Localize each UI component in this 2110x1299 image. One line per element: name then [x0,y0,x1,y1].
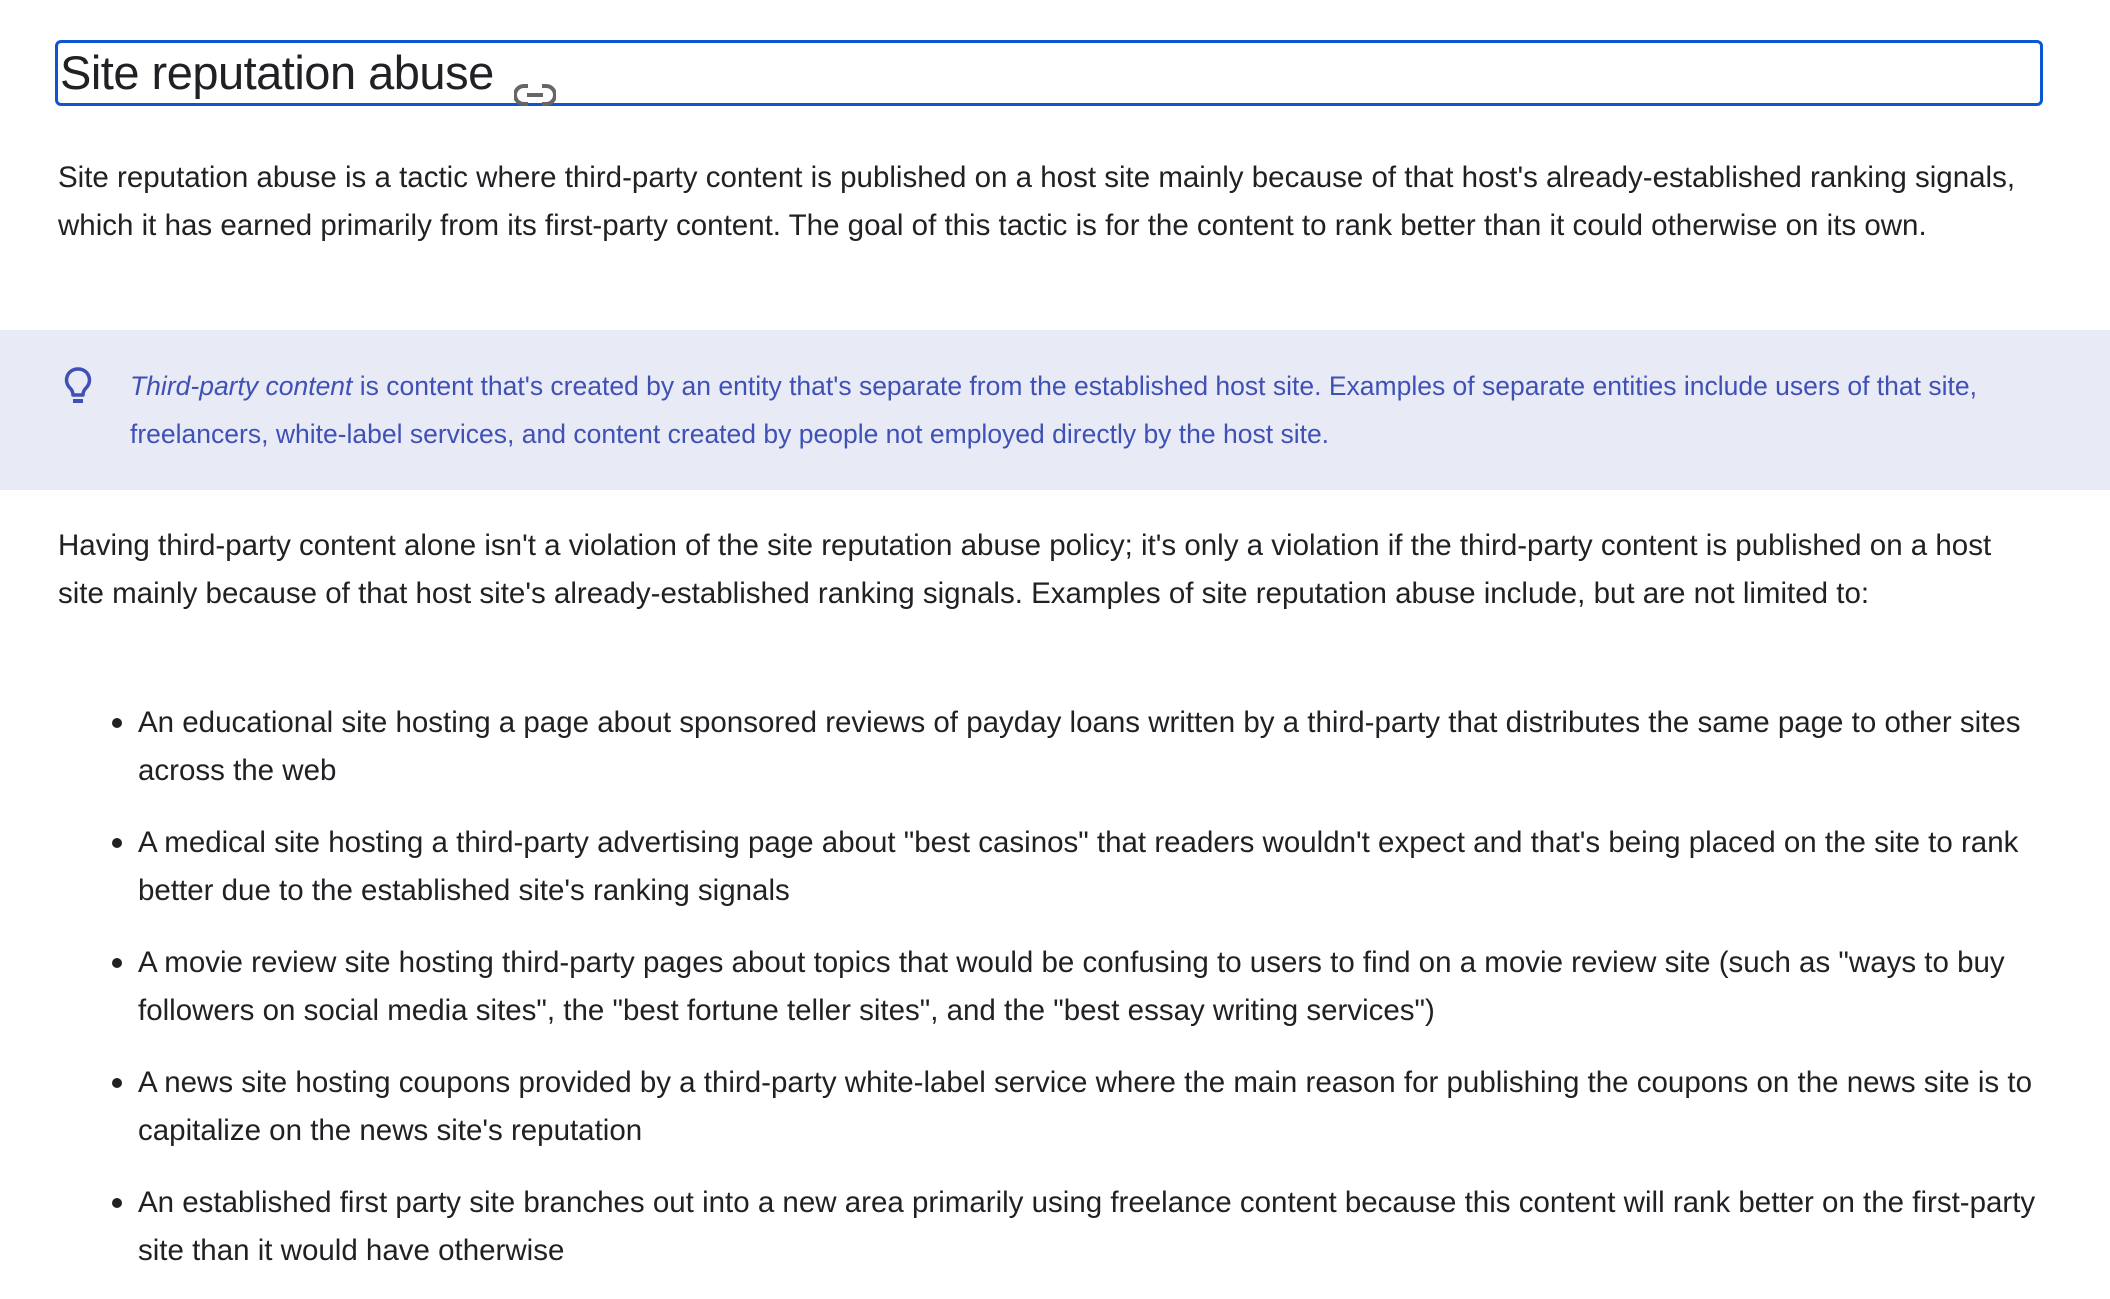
section-title-text: Site reputation abuse [60,46,494,99]
list-item [0,1179,2038,1275]
list-item-text: An established first party site branches out into a new area primarily using freelance content because this content will rank better on the first-party site than it would have otherwise [138,1186,2036,1267]
bullet-icon [112,958,122,968]
list-item-text: A medical site hosting a third-party advertising page about "best casinos" that readers wouldn't expect and that's being placed on the site to rank better due to the established site's ranking signals [138,826,2019,907]
callout-definition: is content that's created by an entity that's separate from the established host site. Examples of separate entities include users of that site, freelancers, white-label services, and content created by people not employed directly by the host site. [130,371,1977,449]
bullet-icon [112,718,122,728]
list-item-text: An educational site hosting a page about sponsored reviews of payday loans written by a third-party that distributes the same page to other sites across the web [138,706,2021,787]
lightbulb-icon [64,366,92,406]
bullet-icon [112,838,122,848]
section-heading-focused[interactable] [55,40,2043,106]
callout-term: Third-party content [130,371,353,401]
section-title [58,43,556,103]
link-icon[interactable] [514,62,556,88]
bullet-icon [112,1078,122,1088]
bullet-icon [112,1198,122,1208]
list-item [0,699,2038,795]
list-item-text: A movie review site hosting third-party pages about topics that would be confusing to users to find on a movie review site (such as "ways to buy followers on social media sites", the "best fortune teller sites", and the "best essay writing services") [138,946,2005,1027]
list-item [0,1059,2038,1155]
list-item [0,819,2038,915]
callout-text [130,362,2060,458]
body-paragraph: Having third-party content alone isn't a violation of the site reputation abuse policy; it's only a violation if the third-party content is published on a host site mainly because of that host site's already-established ranking signals. Examples of site reputation abuse include, but are not limited to: [58,529,1992,610]
intro-paragraph: Site reputation abuse is a tactic where third-party content is published on a host site mainly because of that host's already-established ranking signals, which it has earned primarily from its first-party content. The goal of this tactic is for the content to rank better than it could otherwise on its own. [58,161,2016,242]
list-item [0,939,2038,1035]
list-item-text: A news site hosting coupons provided by a third-party white-label service where the main reason for publishing the coupons on the news site is to capitalize on the news site's reputation [138,1066,2032,1147]
examples-list [0,699,2110,1299]
